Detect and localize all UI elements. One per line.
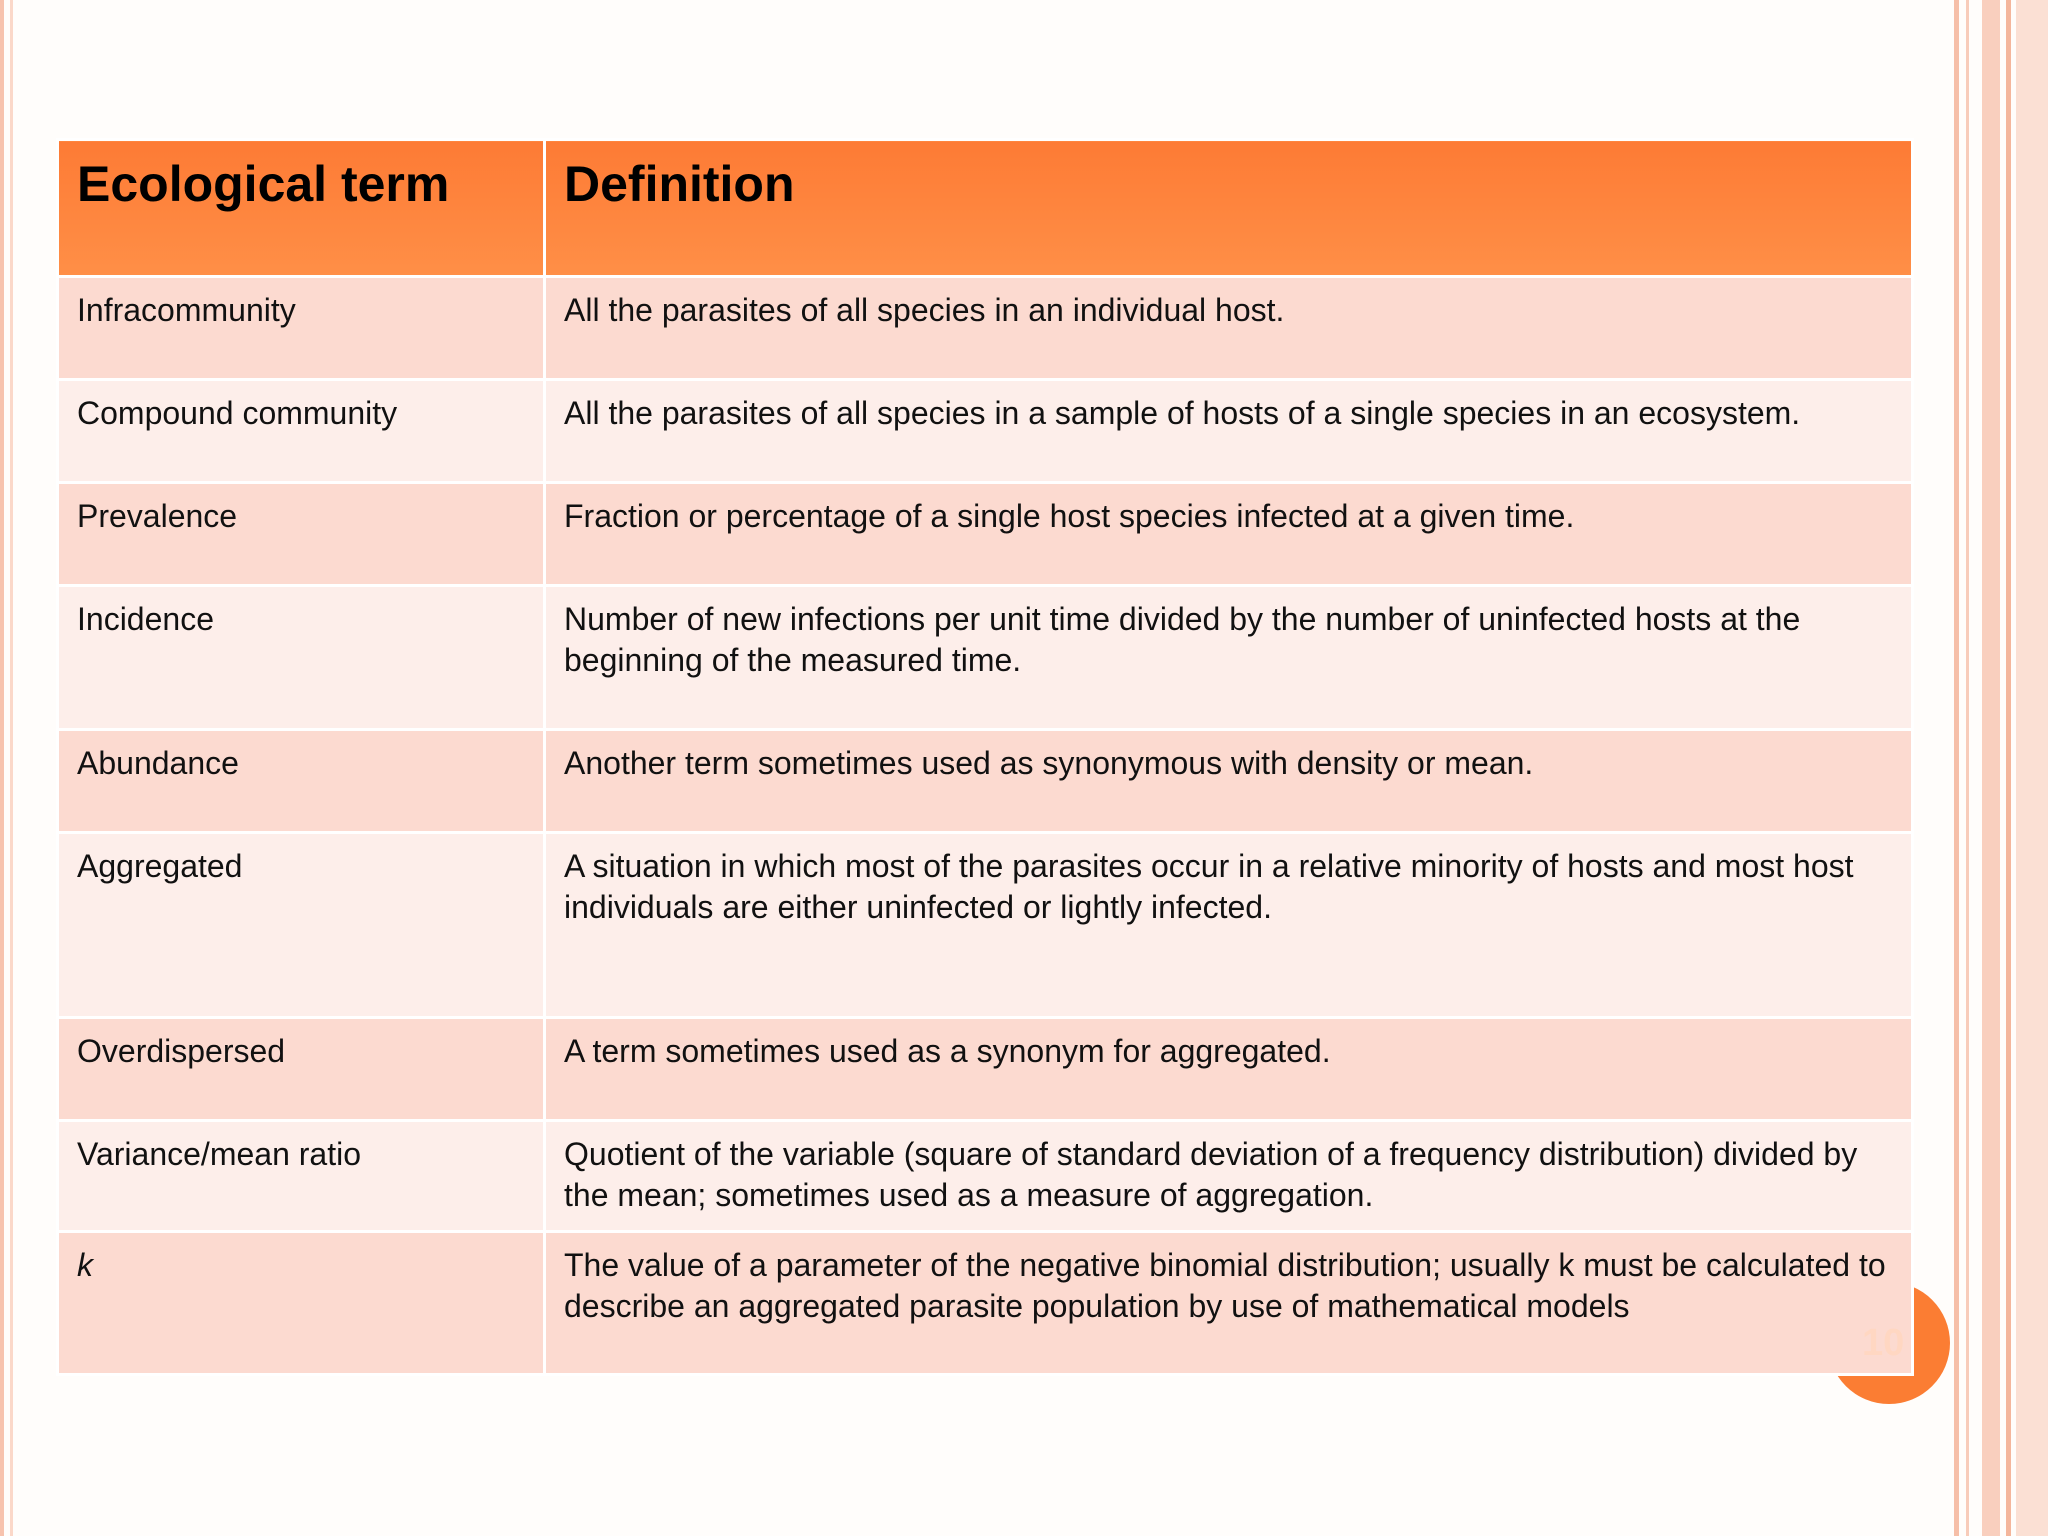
term-cell: Compound community <box>58 380 545 483</box>
slide-border-right <box>2016 0 2048 1536</box>
term-cell: Prevalence <box>58 483 545 586</box>
term-cell: k <box>58 1232 545 1375</box>
page-number: 10 <box>1862 1322 1905 1364</box>
table-row <box>58 483 1913 586</box>
table-header-row <box>58 140 1913 277</box>
table-row <box>58 277 1913 380</box>
definition-cell: Number of new infections per unit time divided by the number of uninfected hosts at the beginning of the measured time. <box>545 586 1913 730</box>
definition-cell: A term sometimes used as a synonym for aggregated. <box>545 1018 1913 1121</box>
term-cell: Incidence <box>58 586 545 730</box>
slide-border-left-inner <box>10 0 13 1536</box>
definition-cell: Another term sometimes used as synonymous with density or mean. <box>545 730 1913 833</box>
slide-border-left <box>0 0 4 1536</box>
header-definition: Definition <box>545 140 1913 277</box>
term-cell: Infracommunity <box>58 277 545 380</box>
slide-border-right <box>1966 0 1969 1536</box>
definition-cell: Fraction or percentage of a single host species infected at a given time. <box>545 483 1913 586</box>
slide-border-right <box>1982 0 2000 1536</box>
definition-cell: All the parasites of all species in an individual host. <box>545 277 1913 380</box>
definition-cell: All the parasites of all species in a sample of hosts of a single species in an ecosystem. <box>545 380 1913 483</box>
header-ecological-term: Ecological term <box>58 140 545 277</box>
term-cell: Overdispersed <box>58 1018 545 1121</box>
term-cell: Variance/mean ratio <box>58 1121 545 1232</box>
term-cell: Abundance <box>58 730 545 833</box>
definition-cell: Quotient of the variable (square of standard deviation of a frequency distribution) divided by the mean; sometimes used as a measure of aggregation. <box>545 1121 1913 1232</box>
terms-table <box>56 138 1914 1376</box>
term-cell: Aggregated <box>58 833 545 1018</box>
table-row <box>58 1018 1913 1121</box>
table-row <box>58 730 1913 833</box>
slide-border-right <box>1954 0 1959 1536</box>
table-row <box>58 1121 1913 1232</box>
definition-cell: The value of a parameter of the negative binomial distribution; usually k must be calculated to describe an aggregated parasite population by use of mathematical models <box>545 1232 1913 1375</box>
definition-cell: A situation in which most of the parasites occur in a relative minority of hosts and most host individuals are either uninfected or lightly infected. <box>545 833 1913 1018</box>
table-row <box>58 380 1913 483</box>
slide-border-right <box>2006 0 2011 1536</box>
table-row <box>58 833 1913 1018</box>
table-row <box>58 586 1913 730</box>
table-row <box>58 1232 1913 1375</box>
